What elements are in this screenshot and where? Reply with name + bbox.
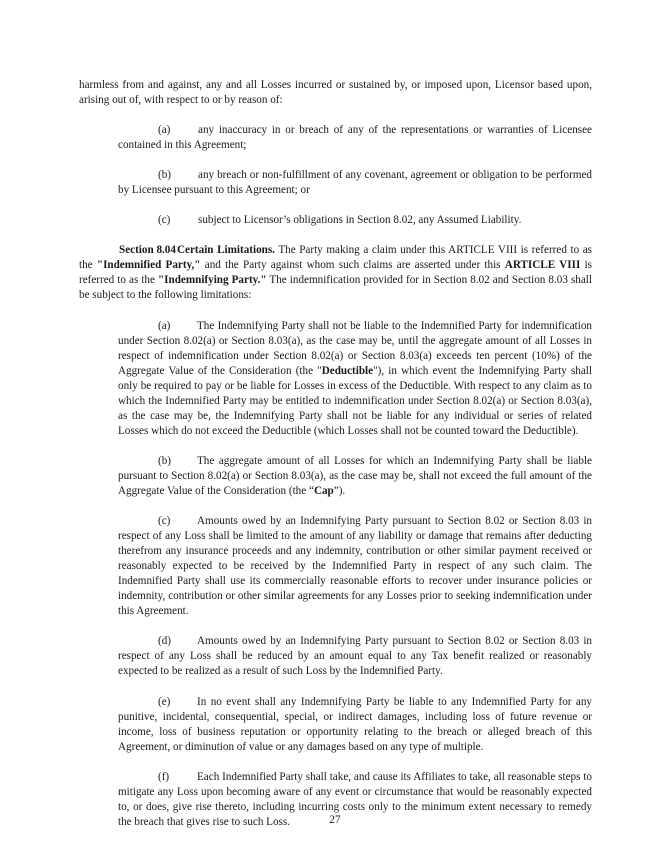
subsection-text: ”).	[333, 484, 346, 497]
subsection-b	[118, 454, 592, 499]
section-text: and the Party against whom such claims are asserted under this	[200, 259, 505, 272]
subsection-text: The Indemnifying Party shall not be liable to the Indemnified Party for indemnification under Section 8.02(a) or Section 8.03(a), as the case may be, until the aggregate amount of all Losses in respect of indemnification under Section 8.02(a) or Section 8.03(a) exceeds ten percent (10%) of the Aggregate Value of the Consideration (the "	[118, 319, 592, 377]
subsection-text: "), in which event the Indemnifying Party shall only be required to pay or be liable for Losses in excess of the Deductible. With respect to any claim as to which the Indemnified Party may be entitled to indemnification under Section 8.02(a) or Section 8.03(a), as the case may be, the Indemnifying Party shall not be liable for any individual or series of related Losses which do not exceed the Deductible (which Losses shall not be counted toward the Deductible).	[118, 364, 593, 437]
subsection-text: The aggregate amount of all Losses for which an Indemnifying Party shall be liable pursuant to Section 8.02(a) or Section 8.03(a), as the case may be, shall not exceed the full amount of the Aggregate Value of the Consideration (the “	[118, 454, 592, 497]
intro-paragraph: harmless from and against, any and all Losses incurred or sustained by, or imposed upon, Licensor based upon, arising out of, with respect to or by reason of:	[79, 79, 592, 107]
page-content	[79, 78, 592, 845]
subsection-label: (d)	[158, 635, 171, 648]
section-text: The Party making a claim under this ARTICLE VIII is referred to as the	[79, 244, 592, 272]
page-number: 27	[329, 814, 341, 826]
clause-text: subject to Licensor’s obligations in Section 8.02, any Assumed Liability.	[198, 214, 522, 227]
subsection-label: (c)	[158, 515, 171, 528]
defined-term-cap: Cap	[313, 484, 334, 497]
clause-label: (a)	[158, 124, 171, 137]
section-8-04-paragraph	[79, 243, 592, 303]
subsection-text: Amounts owed by an Indemnifying Party pursuant to Section 8.02 or Section 8.03 in respect of any Loss shall be reduced by an amount equal to any Tax benefit realized or reasonably expected to be realized as a result of such Loss by the Indemnified Party.	[118, 635, 592, 678]
defined-term-indemnifying-party: "Indemnifying Party."	[158, 274, 267, 287]
subsection-text: Each Indemnified Party shall take, and cause its Affiliates to take, all reasonable steps to mitigate any Loss upon becoming aware of any event or circumstance that would be reasonably expected to, or does, give rise thereto, including incurring costs only to the minimum extent necessary to remedy the breach that gives rise to such Loss.	[118, 770, 592, 828]
subsection-label: (b)	[158, 454, 171, 467]
article-reference: ARTICLE VIII	[504, 259, 581, 272]
subsection-e	[118, 695, 592, 755]
subsection-text: In no event shall any Indemnifying Party be liable to any Indemnified Party for any punitive, incidental, consequential, special, or indirect damages, including loss of future revenue or income, loss of business reputation or opportunity relating to the breach or alleged breach of this Agreement, or diminution of value or any damages based on any type of multiple.	[118, 695, 592, 753]
clause-text: any breach or non-fulfillment of any covenant, agreement or obligation to be performed by Licensee pursuant to this Agreement; or	[118, 169, 592, 197]
subsection-d	[118, 634, 592, 679]
subsection-a	[118, 319, 592, 439]
section-text: is referred to as the	[79, 259, 592, 287]
section-title: Certain Limitations.	[177, 244, 275, 257]
clause-label: (b)	[158, 169, 171, 182]
defined-term-indemnified-party: "Indemnified Party,"	[96, 259, 201, 272]
subsection-label: (f)	[158, 770, 170, 783]
clause-text: any inaccuracy in or breach of any of the representations or warranties of Licensee contained in this Agreement;	[118, 124, 592, 152]
section-number: Section 8.04	[119, 244, 176, 257]
subsection-label: (e)	[158, 695, 171, 708]
subsection-c	[118, 514, 592, 619]
defined-term-deductible: Deductible	[321, 364, 374, 377]
clause-b	[118, 168, 592, 198]
clause-a	[118, 123, 592, 153]
section-text: The indemnification provided for in Section 8.02 and Section 8.03 shall be subject to the following limitations:	[79, 274, 592, 302]
subsection-label: (a)	[158, 319, 171, 332]
subsection-text: Amounts owed by an Indemnifying Party pursuant to Section 8.02 or Section 8.03 in respect of any Loss shall be limited to the amount of any liability or damage that remains after deducting therefrom any insurance proceeds and any indemnity, contribution or other similar payment received or reasonably expected to be received by the Indemnified Party in respect of any such claim. The Indemnified Party shall use its commercially reasonable efforts to recover under insurance policies or indemnity, contribution or other similar agreements for any Losses prior to seeking indemnification under this Agreement.	[118, 515, 592, 618]
clause-c	[118, 213, 592, 228]
clause-label: (c)	[158, 214, 171, 227]
